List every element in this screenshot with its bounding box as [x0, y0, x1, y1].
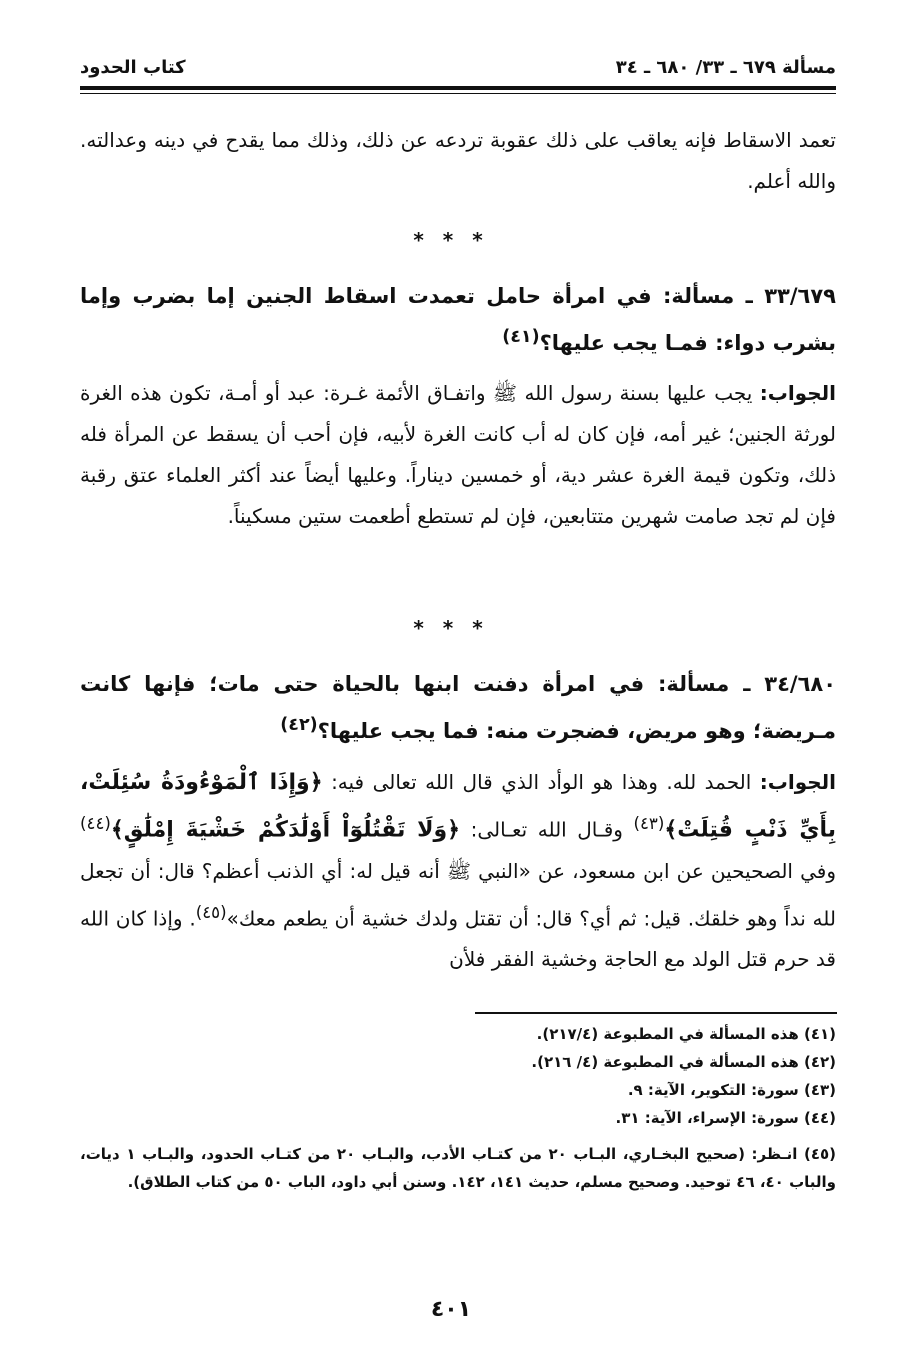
footnote-41: (٤١) هذه المسألة في المطبوعة (٢١٧/٤).: [536, 1025, 836, 1043]
question-679-number: ٣٣/٦٧٩ ـ مسألة:: [663, 284, 836, 308]
answer-679-text: يجب عليها بسنة رسول الله ﷺ واتفـاق الأئمة غـرة: عبد أو أمـة، تكون هذه الغرة لورثة الجنين؛ غير أمه، فإن كان له أب كانت الغرة لأبيه، فإن أحب أن يسقط عن المرأة فله ذلك، وتكون قيمة الغرة عشر دية، أو خمسين ديناراً. وعليها أيضاً عند أكثر العلماء عتق رقبة فإن لم تجد صامت شهرين متتابعين، فإن لم تستطع أطعمت ستين مسكيناً.: [80, 381, 836, 528]
running-header: [80, 52, 836, 82]
footnotes: [80, 1020, 836, 1196]
question-680: [80, 664, 836, 752]
header-rule-thick: [80, 86, 836, 90]
answer-679: [80, 373, 836, 537]
section-separator-2: * * *: [413, 616, 489, 640]
answer-680-text-b: وقـال الله تعـالى:: [470, 817, 623, 842]
footnote-42: (٤٢) هذه المسألة في المطبوعة (٤/ ٢١٦).: [531, 1053, 836, 1071]
footnote-ref-44: (٤٤): [80, 814, 111, 833]
header-section-ref: مسألة ٦٧٩ ـ ٣٣/ ٦٨٠ ـ ٣٤: [615, 56, 836, 78]
answer-680-text-a: الحمد لله. وهذا هو الوأد الذي قال الله تعالى فيه:: [331, 770, 752, 794]
footnote-rule: [475, 1012, 837, 1014]
quran-verse-1: ﴿وَإِذَا ٱلْمَوْءُودَةُ سُئِلَتْ، بِأَيِّ ذَنْبٍ قُتِلَتْ﴾: [80, 770, 837, 843]
header-book-title: كتاب الحدود: [80, 56, 186, 78]
footnote-44: (٤٤) سورة: الإسراء، الآية: ٣١.: [615, 1109, 836, 1127]
question-679-text: في امرأة حامل تعمدت اسقاط الجنين إما بضرب وإما بشرب دواء: فمـا يجب عليها؟: [80, 284, 836, 355]
quran-verse-2: ﴿وَلَا تَقْتُلُوٓاْ أَوْلَٰدَكُمْ خَشْيَةَ إِمْلَٰقٍ﴾: [110, 817, 461, 843]
footnote-ref-42: (٤٢): [280, 715, 318, 735]
footnote-43: (٤٣) سورة: التكوير، الآية: ٩.: [627, 1081, 836, 1099]
page-number: ٤٠١: [430, 1297, 472, 1322]
question-679: [80, 276, 836, 364]
header-rule-thin: [80, 93, 836, 94]
question-680-number: ٣٤/٦٨٠ ـ مسألة:: [658, 672, 837, 696]
answer-679-label: الجواب:: [759, 381, 836, 405]
answer-680-label: الجواب:: [759, 770, 837, 794]
section-separator: * * *: [413, 228, 489, 252]
footnote-ref-43: (٤٣): [633, 814, 665, 833]
answer-680-text-d: . وإذا كان الله قد حرم قتل الولد مع الحاجة وخشية الفقر فلأن: [80, 906, 836, 972]
intro-paragraph: تعمد الاسقاط فإنه يعاقب على ذلك عقوبة تردعه عن ذلك، وذلك مما يقدح في دينه وعدالته. والله أعلم.: [80, 128, 836, 193]
footnote-45: (٤٥) انـظر: (صحيح البخـاري، البـاب ٢٠ من كتـاب الأدب، والبـاب ٢٠ من كتـاب الحدود، والبـاب ١ ديات، والباب ٤٠، ٤٦ توحيد. وصحيح مسلم، حديث ١٤١، ١٤٢. وسنن أبي داود، الباب ٥٠ من كتاب الطلاق).: [80, 1145, 836, 1191]
answer-680-text-c: وفي الصحيحين عن ابن مسعود، عن «النبي ﷺ أنه قيل له: أي الذنب أعظم؟ قال: أن تجعل لله نداً وهو خلقك. قيل: ثم أي؟ قال: أن تقتل ولدك خشية أن يطعم معك»: [80, 858, 836, 931]
answer-680: [80, 762, 836, 980]
footnote-ref-41: (٤١): [502, 327, 540, 347]
footnote-ref-45: (٤٥): [195, 902, 227, 922]
question-680-text: في امرأة دفنت ابنها بالحياة حتى مات؛ فإنها كانت مـريضة؛ وهو مريض، فضجرت منه: فما يجب عليها؟: [80, 672, 836, 743]
